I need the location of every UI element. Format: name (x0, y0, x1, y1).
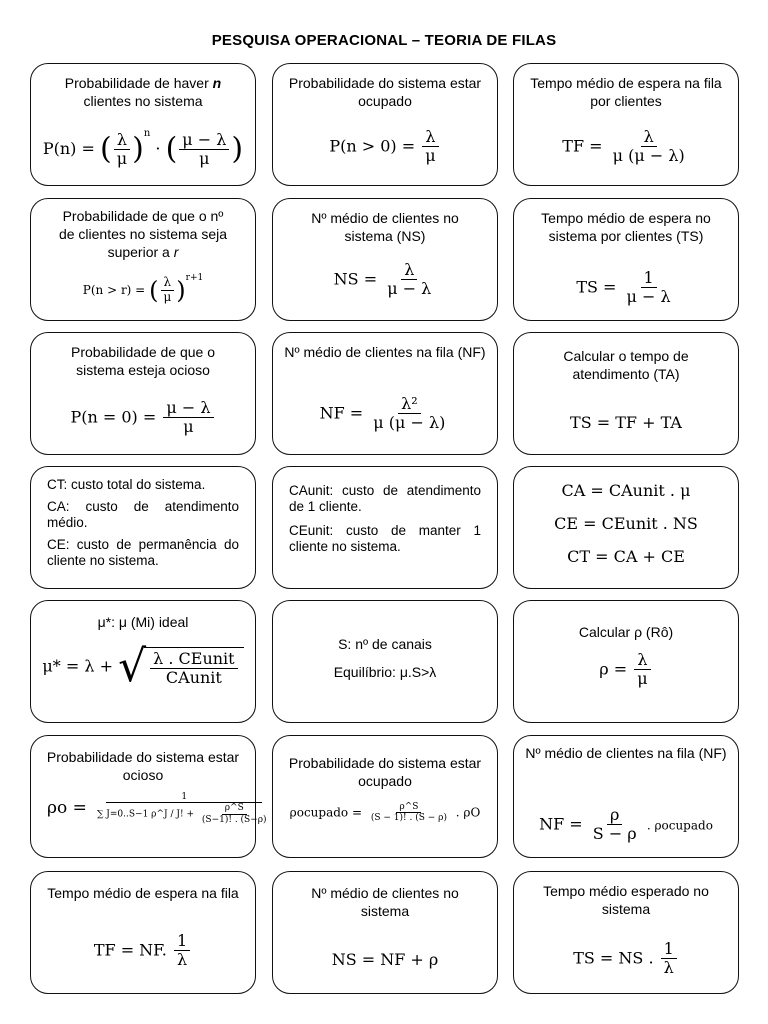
fraction-denominator: μ (199, 149, 210, 168)
card-title: Tempo médio de espera no sistema por clientes (TS) (541, 210, 711, 244)
card-prob-n-clients (30, 63, 256, 186)
formula (273, 261, 497, 299)
card-channels (272, 600, 498, 723)
card-title: Nº médio de clientes no sistema (311, 885, 459, 919)
fraction-denominator: μ (637, 669, 648, 689)
title-text: Probabilidade de haver (64, 75, 213, 91)
operator: · (155, 139, 161, 158)
equilibrium-condition: Equilíbrio: μ.S>λ (333, 664, 437, 680)
formula (47, 792, 277, 825)
card-ta-service-time (513, 332, 739, 455)
formula: P(n > r) = ( $\frac{\lambda}{\mu}$ )$^{r+1}$ (82, 273, 204, 305)
fraction-numerator: λ (641, 128, 657, 147)
card-title: Nº médio de clientes na fila (NF) (525, 745, 727, 761)
card-title: Nº médio de clientes no sistema (NS) (311, 210, 459, 244)
fraction-numerator: λ (634, 651, 650, 670)
exponent: n (143, 128, 151, 139)
card-mu-ideal (30, 600, 256, 723)
definition-ce: CE: custo de permanência do cliente no sistema. (47, 537, 239, 568)
card-title: Probabilidade de que o sistema esteja ocioso (70, 344, 215, 378)
formula-lhs: P(n = 0) = (70, 407, 157, 427)
card-cost-formulas (513, 466, 739, 589)
card-ns-multichannel (272, 871, 498, 994)
card-prob-idle-multichannel (30, 735, 267, 858)
card-ts-multichannel (513, 871, 739, 994)
card-cost-definitions (30, 466, 256, 589)
fraction-numerator: ρ^S (396, 802, 421, 813)
card-title: Probabilidade do sistema estar ocupado (288, 755, 482, 789)
definitions (289, 483, 481, 561)
formula-lhs: TS = NS . (573, 948, 654, 968)
fraction-numerator: 1 (641, 269, 657, 288)
fraction-numerator: 1 (174, 932, 190, 951)
formula: P(n) = ( $\frac{\lambda}{\mu}$ )$^n$ · ( $\frac{\mu - \lambda}{\mu}$ ) (42, 128, 244, 168)
sum-term: ∑ J=0..S−1 ρ^J / J! (96, 809, 184, 820)
page-title: PESQUISA OPERACIONAL – TEORIA DE FILAS (211, 32, 557, 49)
formula-tail: . ρocupado (646, 818, 713, 833)
card-prob-busy-multichannel (272, 735, 498, 858)
formula (273, 395, 497, 433)
fraction-denominator: μ − λ (626, 287, 671, 307)
fraction-denominator: λ (663, 958, 674, 978)
title-text: clientes no sistema (83, 93, 203, 109)
formula-lhs: P(n) = (42, 139, 95, 158)
fraction-numerator: λ² (398, 395, 421, 414)
formula: TS = TF + TA (570, 413, 682, 432)
fraction-denominator: μ (116, 149, 128, 168)
formula (514, 269, 738, 307)
card-title: Tempo médio esperado no sistema (543, 883, 709, 917)
card-title: Calcular o tempo de atendimento (TA) (563, 348, 689, 382)
fraction-denominator: μ − λ (387, 279, 432, 299)
formula (31, 932, 255, 970)
formula-lhs: NF = (539, 814, 583, 834)
fraction-denominator: S − ρ (592, 824, 637, 844)
card-prob-system-busy (272, 63, 498, 186)
card-title: Tempo médio de espera na fila por clientes (530, 75, 722, 109)
formula (273, 802, 497, 824)
operator: + (186, 809, 195, 820)
fraction-numerator: λ . CEunit (150, 650, 237, 669)
definition-ceunit: CEunit: custo de manter 1 cliente no sistema. (289, 523, 481, 554)
fraction-numerator: μ − λ (179, 131, 229, 150)
fraction-denominator (94, 803, 275, 825)
formula (31, 399, 255, 437)
card-rho (513, 600, 739, 723)
title-text: Probabilidade de que o nº (62, 208, 224, 224)
fraction-numerator: λ (401, 261, 417, 280)
formula (514, 651, 738, 689)
card-title: Calcular ρ (Rô) (578, 624, 674, 640)
card-tf-queue-wait (513, 63, 739, 186)
card-nf-queue (272, 332, 498, 455)
fraction-denominator: (S − 1)! . (S − ρ) (370, 813, 447, 824)
formula-tail: . ρO (455, 805, 481, 820)
formula (514, 128, 738, 166)
card-title (31, 74, 255, 110)
channels-count: S: nº de canais (338, 636, 432, 652)
card-unit-cost-definitions (272, 466, 498, 589)
fraction-numerator: ρ (607, 806, 622, 825)
formula-lhs: TF = NF. (93, 940, 167, 960)
formula-lhs: P(n > 0) = (329, 136, 416, 156)
title-variable: r (173, 244, 179, 260)
fraction-denominator: μ (μ − λ) (612, 146, 685, 166)
fraction-numerator: 1 (106, 792, 262, 803)
formula-lhs: TS = (576, 277, 617, 297)
card-tf-multichannel (30, 871, 256, 994)
fraction-numerator: λ (422, 128, 438, 147)
formula (273, 128, 497, 166)
formula-lhs: μ* = λ + (42, 656, 113, 676)
card-title: Probabilidade do sistema estar ocioso (46, 749, 240, 783)
definitions (47, 477, 239, 575)
square-root: √ $\frac{\text{λ . CEunit}}{\text{CAunit}}$ (118, 645, 244, 689)
fraction-denominator: λ (176, 950, 188, 970)
title-variable: n (212, 75, 222, 91)
definition-ca: CA: custo de atendimento médio. (47, 499, 239, 530)
formula-ce: CE = CEunit . NS (554, 514, 698, 533)
card-prob-system-idle (30, 332, 256, 455)
fraction-denominator: μ (163, 290, 172, 304)
formula-lhs: NS = (333, 269, 378, 289)
formula-lhs: ρocupado = (289, 805, 363, 820)
formula-lhs: NF = (319, 403, 364, 423)
formula: NS = NF + ρ (331, 950, 439, 969)
card-title: Nº médio de clientes na fila (NF) (284, 344, 486, 360)
formula-ct: CT = CA + CE (567, 547, 685, 566)
card-prob-n-greater-r (30, 198, 256, 321)
formula-lhs: ρ = (599, 659, 628, 679)
formula (31, 641, 255, 692)
card-title: Probabilidade do sistema estar ocupado (288, 75, 482, 109)
card-nf-multichannel (513, 735, 739, 858)
fraction-denominator: μ (425, 146, 436, 166)
fraction-denominator: (S−1)! . (S−ρ) (201, 814, 267, 825)
fraction-numerator: 1 (661, 940, 677, 959)
formula-lhs: ρo = (47, 798, 87, 819)
definition-caunit: CAunit: custo de atendimento de 1 cliente. (289, 483, 481, 514)
formula-ca: CA = CAunit . μ (561, 481, 691, 500)
exponent: r+1 (185, 273, 204, 283)
card-ts-system-wait (513, 198, 739, 321)
card-title (31, 207, 255, 261)
formula (514, 806, 738, 844)
definition-ct: CT: custo total do sistema. (47, 477, 206, 492)
card-ns-system (272, 198, 498, 321)
fraction-denominator: μ (μ − λ) (373, 413, 446, 433)
formula (514, 940, 738, 978)
fraction-denominator: μ (183, 417, 194, 437)
title-text: de clientes no sistema seja (58, 226, 228, 242)
title-text: superior a (107, 244, 174, 260)
formula-lhs: TF = (562, 136, 603, 156)
formula-lhs: P(n > r) = (82, 283, 146, 297)
fraction-denominator: CAunit (165, 668, 222, 687)
card-title: Tempo médio de espera na fila (47, 885, 239, 901)
card-title: μ*: μ (Mi) ideal (97, 614, 189, 630)
fraction-numerator: λ (161, 276, 175, 291)
fraction-numerator: μ − λ (163, 399, 213, 418)
fraction-numerator: ρ^S (222, 803, 247, 814)
fraction-numerator: λ (114, 131, 130, 150)
